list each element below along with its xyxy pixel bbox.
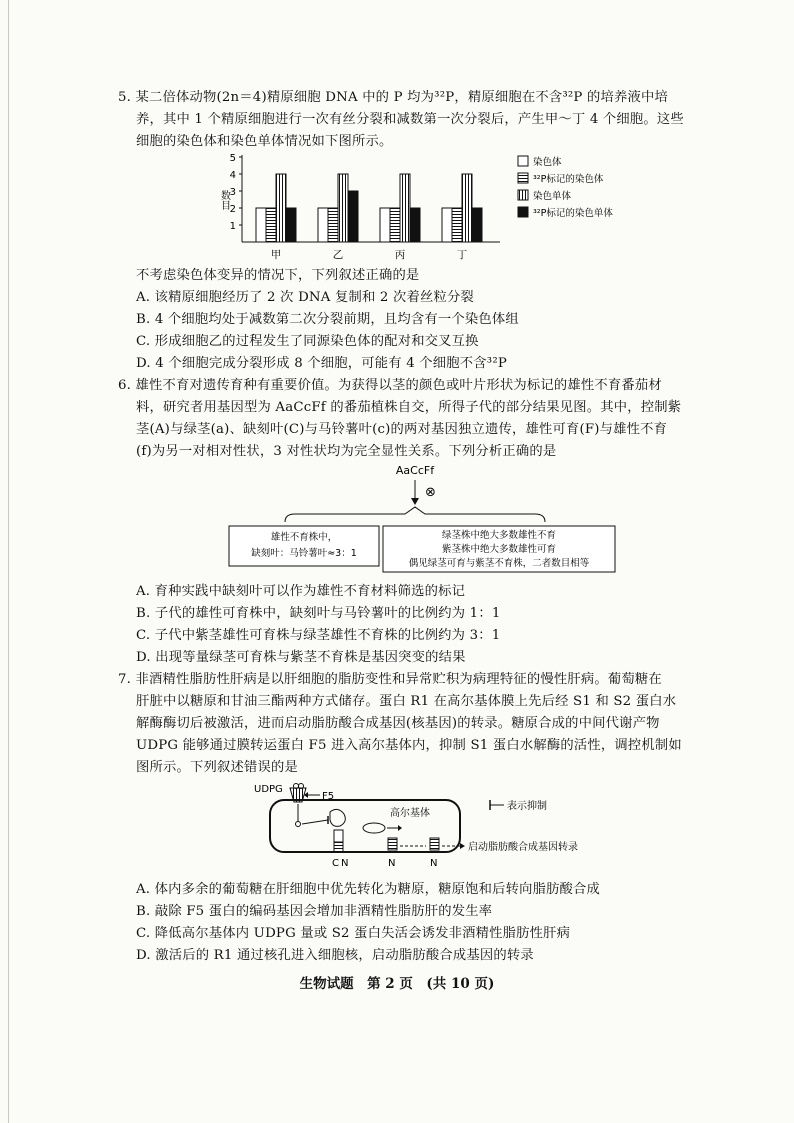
y-tick-label: 2 [229,204,236,215]
q7-line-1: 7. 非酒精性脂肪性肝病是以肝细胞的脂肪变性和异常贮积为病理特征的慢性肝病。葡萄糖在 [118,672,662,687]
q7-option-b: B. 敲除 F5 蛋白的编码基因会增加非酒精性脂肪肝的发生率 [136,904,493,919]
q6-option-b: B. 子代的雄性可育株中，缺刻叶与马铃薯叶的比例约为 1：1 [136,606,501,621]
q6-line-2: 料，研究者用基因型为 AaCcFf 的番茄植株自交，所得子代的部分结果见图。其中，控制紫 [136,400,682,415]
x-tick-label: 丁 [456,249,468,261]
q7-r1-fragment-n1 [388,838,397,850]
legend-label: ³²P标记的染色体 [533,174,604,185]
page-footer: 生物试题 第 2 页 (共 10 页) [299,976,495,992]
q7-s2-enzyme [363,823,385,833]
x-tick-label: 甲 [270,249,282,261]
q7-f5-label: F5 [322,791,335,802]
legend-label: 染色单体 [533,191,572,202]
q6-box-left-line-1: 雄性不育株中， [270,532,338,543]
q7-line-4: UDPG 能够通过膜转运蛋白 F5 进入高尔基体内，抑制 S1 蛋白水解酶的活性，调控机制如 [136,738,682,753]
bar-丙-0 [380,208,390,242]
q6-option-d: D. 出现等量绿茎可育株与紫茎不育株是基因突变的结果 [136,650,466,665]
bar-甲-2 [276,174,286,242]
q5-bar-chart [200,150,650,265]
q6-box-left-line-2: 缺刻叶：马铃薯叶≈3：1 [251,548,357,559]
q7-line-5: 图所示。下列叙述错误的是 [136,760,298,775]
q7-line-2: 肝脏中以糖原和甘油三酯两种方式储存。蛋白 R1 在高尔基体膜上先后经 S1 和 S2 蛋白水 [136,694,677,709]
y-tick-label: 5 [229,153,236,164]
q7-line-3: 解酶酶切后被激活，进而启动脂肪酸合成基因(核基因)的转录。糖原合成的中间代谢产物 [136,716,660,731]
q6-option-c: C. 子代中紫茎雄性可育株与绿茎雄性不育株的比例约为 3：1 [136,628,501,643]
bar-丙-2 [400,174,410,242]
bar-乙-0 [318,208,328,242]
legend-label: ³²P标记的染色单体 [533,208,613,219]
q7-n1-label: N [341,858,349,869]
q5-option-b: B. 4 个细胞均处于减数第二次分裂前期，且均含有一个染色体组 [136,312,519,327]
bar-乙-2 [338,174,348,242]
legend-swatch [518,173,528,183]
q6-line-4: (f)为另一对相对性状，3 对性状均为完全显性关系。下列分析正确的是 [136,444,557,459]
q7-golgi-diagram [250,778,650,876]
q7-option-a: A. 体内多余的葡萄糖在肝细胞中优先转化为糖原，糖原饱和后转向脂肪酸合成 [136,882,601,897]
q6-line-3: 茎(A)与绿茎(a)、缺刻叶(C)与马铃薯叶(c)的两对基因独立遗传，雄性可育(F)与雄性不育 [136,422,668,437]
bar-甲-1 [266,208,276,242]
y-axis-label: 数目 [218,190,230,210]
bar-乙-1 [328,208,338,242]
y-tick-label: 4 [229,170,236,181]
q7-c-label: C [332,858,339,869]
q5-option-a: A. 该精原细胞经历了 2 次 DNA 复制和 2 次着丝粒分裂 [136,290,474,305]
bar-丙-3 [410,208,420,242]
q5-option-c: C. 形成细胞乙的过程发生了同源染色体的配对和交叉互换 [136,334,479,349]
legend-swatch [518,156,528,166]
q7-option-d: D. 激活后的 R1 通过核孔进入细胞核，启动脂肪酸合成基因的转录 [136,948,534,963]
q6-option-a: A. 育种实践中缺刻叶可以作为雄性不育材料筛选的标记 [136,584,466,599]
q7-result-label: 启动脂肪酸合成基因转录 [468,842,578,853]
q7-golgi-label: 高尔基体 [390,808,430,819]
bar-丁-2 [462,174,472,242]
bar-甲-3 [286,208,296,242]
bar-丙-1 [390,208,400,242]
bar-甲-0 [256,208,266,242]
bar-乙-3 [348,191,358,242]
bar-丁-1 [452,208,462,242]
q7-n3-label: N [430,858,438,869]
y-tick-label: 3 [229,187,236,198]
page-edge-line [8,0,9,1123]
q5-line-3: 细胞的染色体和染色单体情况如下图所示。 [136,134,393,149]
legend-label: 染色体 [533,157,562,168]
q5-option-d: D. 4 个细胞完成分裂形成 8 个细胞，可能有 4 个细胞不含³²P [136,356,507,371]
bar-丁-0 [442,208,452,242]
y-tick-label: 1 [229,221,236,232]
q6-self-symbol: ⊗ [425,485,436,500]
q5-line-2: 养，其中 1 个精原细胞进行一次有丝分裂和减数第一次分裂后，产生甲～丁 4 个细胞。这些 [136,112,684,127]
q6-box-right-line-3: 偶见绿茎可育与紫茎不育株，二者数目相等 [408,558,590,569]
q6-box-right-line-2: 紫茎株中绝大多数雄性可育 [441,544,557,555]
q7-s1-enzyme [330,809,345,826]
q7-option-c: C. 降低高尔基体内 UDPG 量或 S2 蛋白失活会诱发非酒精性脂肪性肝病 [136,926,571,941]
q7-n2-label: N [388,858,396,869]
q5-line-1: 5. 某二倍体动物(2n＝4)精原细胞 DNA 中的 P 均为³²P，精原细胞在不含³²P 的培养液中培 [118,90,668,105]
legend-swatch [518,207,528,217]
q7-inhibit-legend: 表示抑制 [507,801,547,812]
q6-box-right-line-1: 绿茎株中绝大多数雄性不育 [441,530,557,541]
q7-r1-fragment-c [334,830,343,842]
q5-question: 不考虑染色体变异的情况下，下列叙述正确的是 [136,268,420,283]
q7-r1-fragment-n2 [430,838,439,850]
x-tick-label: 丙 [394,249,406,261]
q6-cross-diagram [225,460,625,578]
q7-udpg-label: UDPG [254,784,283,795]
q6-line-1: 6. 雄性不育对遗传育种有重要价值。为获得以茎的颜色或叶片形状为标记的雄性不育番茄材 [118,378,662,393]
x-tick-label: 乙 [332,249,344,261]
legend-swatch [518,190,528,200]
bar-丁-3 [472,208,482,242]
q6-parent-genotype: AaCcFf [395,464,435,477]
